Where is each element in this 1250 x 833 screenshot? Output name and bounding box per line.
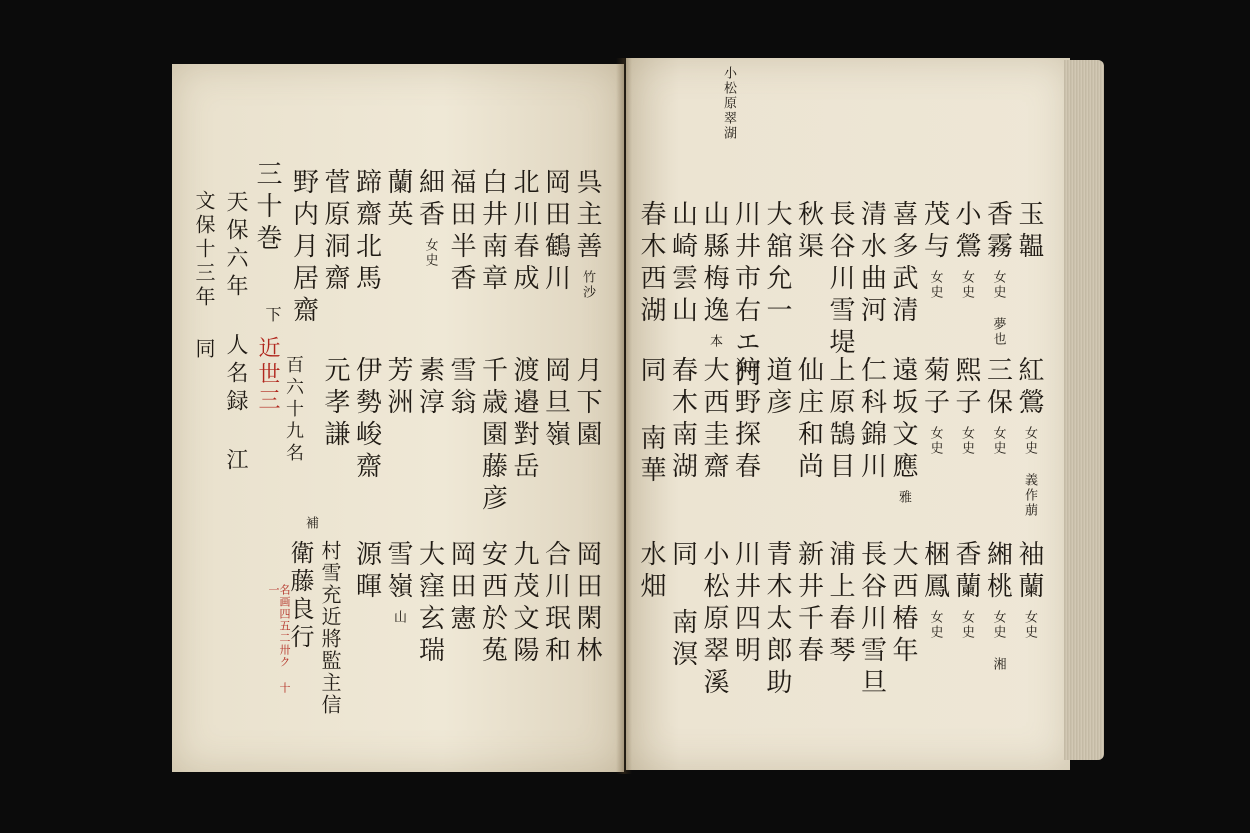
person-name: 同 南華 xyxy=(636,356,666,488)
person-name: 雪嶺 xyxy=(383,540,413,604)
name-column xyxy=(953,200,979,300)
name-column xyxy=(701,200,727,349)
person-name: 川井四明 xyxy=(730,540,761,668)
name-column xyxy=(667,540,698,672)
name-column xyxy=(1016,356,1042,518)
name-column xyxy=(856,356,887,484)
name-column xyxy=(477,540,508,668)
name-column xyxy=(288,168,319,328)
name-annotation: 山 xyxy=(391,610,406,625)
name-column xyxy=(982,356,1013,456)
name-column xyxy=(540,168,571,296)
person-name: 菊子 xyxy=(919,356,950,420)
page-edges xyxy=(1064,60,1104,760)
name-column xyxy=(730,356,761,484)
person-name: 福田半香 xyxy=(446,168,476,296)
volume-red-label: 近世三 xyxy=(255,336,280,414)
supplement-red-note: 名画四五二卅ク 十一 xyxy=(267,584,291,694)
person-name: 狩野探春 xyxy=(730,356,761,484)
person-name: 清水曲河 xyxy=(856,200,887,328)
name-annotation: 女史 湘 xyxy=(990,610,1006,672)
name-annotation: 女史 xyxy=(959,610,974,640)
person-name: 紅鶯 xyxy=(1014,356,1044,420)
person-name: 喜多武清 xyxy=(888,200,918,328)
person-name: 大西椿年 xyxy=(888,540,918,668)
person-name: 九茂文陽 xyxy=(509,540,539,668)
name-column xyxy=(793,540,824,668)
name-annotation: 女史 xyxy=(927,610,943,640)
person-name: 道彦 xyxy=(762,356,792,420)
name-annotation: 雅 xyxy=(896,490,911,505)
name-annotation: 女史 xyxy=(959,270,974,300)
name-annotation: 女史 xyxy=(927,270,943,300)
person-name: 茂与 xyxy=(919,200,950,264)
person-name: 春木南湖 xyxy=(667,356,698,484)
name-column xyxy=(638,200,664,328)
person-name: 合川珉和 xyxy=(540,540,571,668)
name-column xyxy=(953,540,979,640)
volume-part: 下 xyxy=(263,306,282,324)
name-column xyxy=(856,200,887,328)
person-name: 蹄齋北馬 xyxy=(351,168,382,296)
name-column xyxy=(793,200,824,264)
count-note: 百六十九名 xyxy=(283,355,304,465)
name-column xyxy=(890,540,916,668)
person-name: 岡田憲 xyxy=(446,540,476,636)
person-name: 渡邉對岳 xyxy=(509,356,539,484)
name-column xyxy=(982,200,1013,347)
person-name: 伊勢峻齋 xyxy=(351,356,382,484)
person-name: 芳洲 xyxy=(383,356,413,420)
person-name: 岡旦嶺 xyxy=(540,356,571,452)
person-name: 岡田鶴川 xyxy=(540,168,571,296)
name-column xyxy=(351,540,382,604)
name-annotation: 竹沙 xyxy=(580,270,595,300)
name-column xyxy=(667,200,698,328)
person-name: 蘭英 xyxy=(383,168,413,232)
person-name: 水畑 xyxy=(636,540,666,604)
person-name: 長谷川雪旦 xyxy=(856,540,887,700)
supplement-line2: 衛藤良行 xyxy=(286,540,314,652)
person-name: 春木西湖 xyxy=(636,200,666,328)
name-column xyxy=(574,168,600,300)
person-name: 梱鳳 xyxy=(919,540,950,604)
name-column xyxy=(351,168,382,296)
person-name: 山崎雲山 xyxy=(667,200,698,328)
person-name: 元孝謙 xyxy=(320,356,350,452)
name-annotation: 本 xyxy=(707,334,722,349)
supplement-line1: 村雪充近將監主信 xyxy=(318,540,342,716)
name-annotation: 女史 xyxy=(927,426,943,456)
person-name: 三保 xyxy=(982,356,1013,420)
name-annotation: 女史 xyxy=(1022,610,1037,640)
person-name: 大窪玄瑞 xyxy=(414,540,445,668)
person-name: 源暉 xyxy=(351,540,382,604)
footer-line-1: 天保六年 人名録 江 xyxy=(223,190,248,476)
person-name: 秋渠 xyxy=(793,200,824,264)
person-name: 安西於菟 xyxy=(477,540,508,668)
name-annotation: 女史 xyxy=(959,426,974,456)
name-column xyxy=(730,540,761,668)
person-name: 香蘭 xyxy=(951,540,981,604)
name-column xyxy=(540,540,571,668)
name-column xyxy=(982,540,1013,672)
name-column xyxy=(511,540,537,668)
name-column xyxy=(511,168,537,296)
book-gutter xyxy=(616,58,632,774)
person-name: 青木太郎助 xyxy=(762,540,792,700)
name-column xyxy=(1016,540,1042,640)
person-name: 素淳 xyxy=(414,356,445,420)
person-name: 緗桃 xyxy=(982,540,1013,604)
name-column xyxy=(890,356,916,505)
name-column xyxy=(574,356,600,452)
person-name: 小鶯 xyxy=(951,200,981,264)
name-column xyxy=(448,356,474,420)
person-name: 月下園 xyxy=(572,356,602,452)
name-annotation: 女史 xyxy=(422,238,438,268)
name-column xyxy=(764,540,790,700)
name-column xyxy=(414,356,445,420)
name-column xyxy=(953,356,979,456)
person-name: 仙庄和尚 xyxy=(793,356,824,484)
person-name: 浦上春琴 xyxy=(825,540,855,668)
name-column xyxy=(667,356,698,484)
name-column xyxy=(448,168,474,296)
name-column xyxy=(477,168,508,296)
name-column xyxy=(919,356,950,456)
name-column xyxy=(827,356,853,484)
name-column xyxy=(701,540,727,700)
name-column xyxy=(540,356,571,452)
person-name: 川井市右エ門 xyxy=(730,200,761,392)
name-annotation: 女史 xyxy=(990,426,1006,456)
name-column xyxy=(448,540,474,636)
supplement-mark: 補 xyxy=(303,516,318,531)
person-name: 菅原洞齋 xyxy=(320,168,350,296)
name-column xyxy=(827,200,853,360)
name-column xyxy=(385,356,411,420)
name-column xyxy=(890,200,916,328)
person-name: 袖蘭 xyxy=(1014,540,1044,604)
name-column xyxy=(638,356,664,488)
footer-line-2: 文保十三年 同 xyxy=(192,190,216,362)
name-column xyxy=(827,540,853,668)
name-column xyxy=(322,168,348,296)
person-name: 上原鵠目 xyxy=(825,356,855,484)
name-column xyxy=(385,540,411,625)
person-name: 千歳園藤彦 xyxy=(477,356,508,516)
person-name: 長谷川雪堤 xyxy=(825,200,855,360)
person-name: 香霧 xyxy=(982,200,1013,264)
name-column xyxy=(511,356,537,484)
name-column xyxy=(793,356,824,484)
person-name: 遠坂文應 xyxy=(888,356,918,484)
person-name: 野内月居齋 xyxy=(288,168,319,328)
name-column xyxy=(477,356,508,516)
name-annotation: 女史 夢也 xyxy=(990,270,1006,347)
person-name: 新井千春 xyxy=(793,540,824,668)
name-column xyxy=(385,168,411,232)
person-name: 大西圭齋 xyxy=(699,356,729,484)
name-column xyxy=(856,540,887,700)
name-column xyxy=(351,356,382,484)
name-annotation: 女史 義作萠 xyxy=(1022,426,1037,518)
person-name: 熙子 xyxy=(951,356,981,420)
person-name: 仁科錦川 xyxy=(856,356,887,484)
person-name: 同 南溟 xyxy=(667,540,698,672)
person-name: 大舘允一 xyxy=(762,200,792,328)
name-column xyxy=(764,356,790,420)
name-column xyxy=(414,168,445,268)
person-name: 岡田閑林 xyxy=(572,540,602,668)
name-column xyxy=(322,356,348,452)
right-header-note: 小松原翠湖 xyxy=(721,66,736,141)
name-column xyxy=(701,356,727,484)
person-name: 白井南章 xyxy=(477,168,508,296)
volume-title: 三十巻 xyxy=(252,160,282,256)
name-column xyxy=(1016,200,1042,264)
name-column xyxy=(638,540,664,604)
name-column xyxy=(764,200,790,328)
person-name: 雪翁 xyxy=(446,356,476,420)
person-name: 山縣梅逸 xyxy=(699,200,729,328)
name-column xyxy=(414,540,445,668)
person-name: 呉主善 xyxy=(572,168,602,264)
name-column xyxy=(919,540,950,640)
person-name: 玉韞 xyxy=(1014,200,1044,264)
name-column xyxy=(919,200,950,300)
person-name: 北川春成 xyxy=(509,168,539,296)
person-name: 小松原翠溪 xyxy=(699,540,729,700)
name-column xyxy=(574,540,600,668)
person-name: 細香 xyxy=(414,168,445,232)
